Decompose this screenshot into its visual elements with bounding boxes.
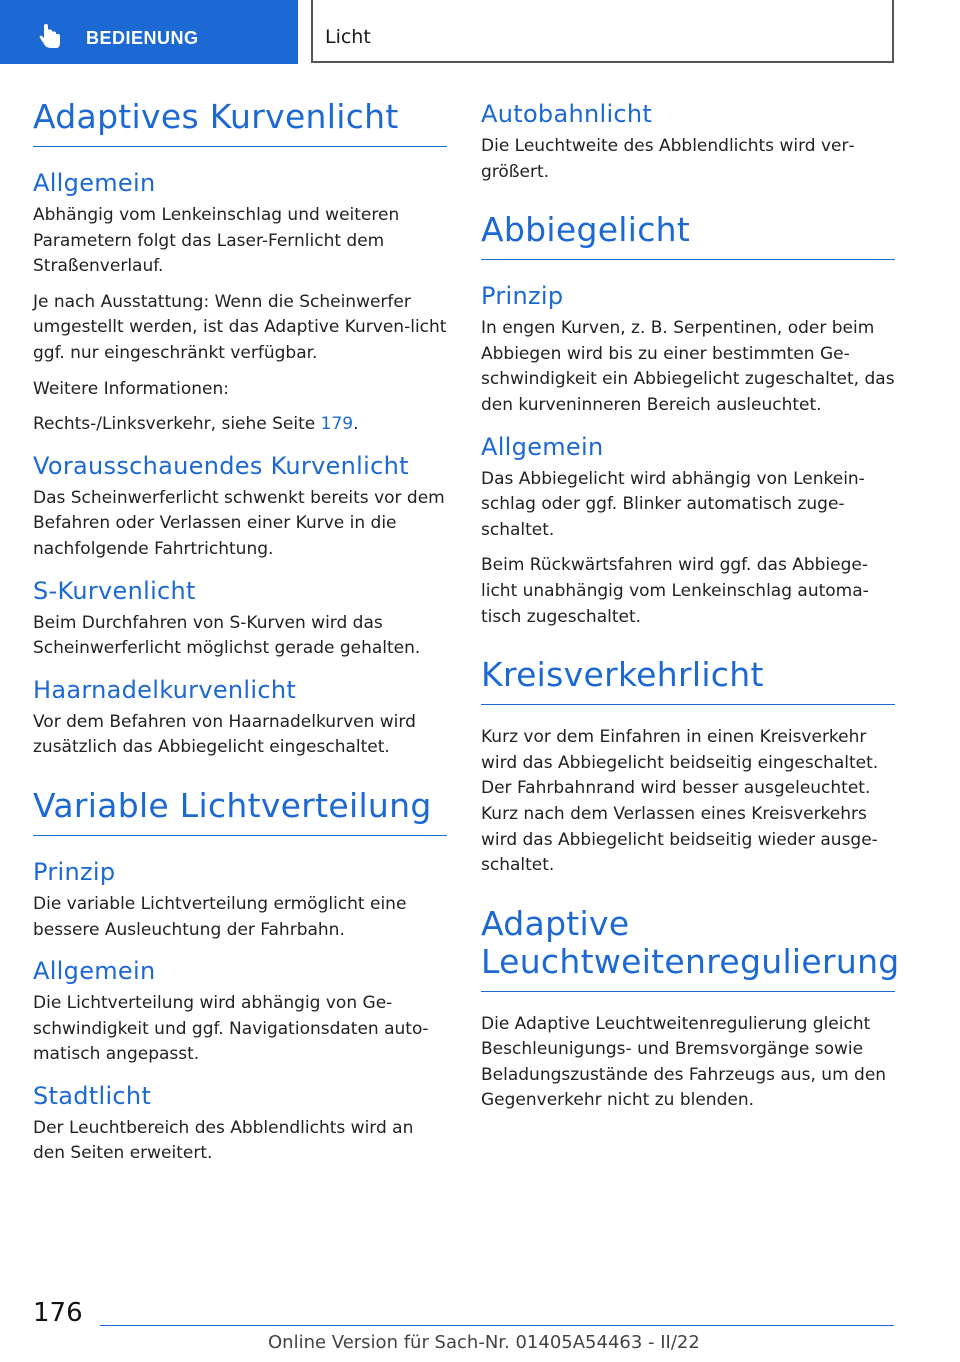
paragraph: Die Lichtverteilung wird abhängig von Ge‐schwindigkeit und ggf. Navigationsdaten auto‐matisch angepasst. [33, 993, 429, 1065]
section-allgemein-2 [33, 955, 447, 1068]
paragraph: Die Adaptive Leuchtweitenregulierung gleicht Beschleunigungs- und Bremsvorgänge sowie Beladungszustände des Fahrzeugs aus, um den Gegenverkehr nicht zu blenden. [481, 1013, 887, 1111]
paragraph: Weitere Informationen: [33, 378, 229, 399]
subheading-allgemein: Allgemein [33, 169, 156, 197]
section-autobahnlicht [481, 98, 895, 185]
section-prinzip [481, 280, 895, 418]
left-column [33, 98, 447, 1177]
section-allgemein [481, 431, 895, 631]
section-vorausschauend [33, 450, 447, 563]
heading-kreisverkehrlicht: Kreisverkehrlicht [481, 655, 764, 695]
paragraph: Das Scheinwerferlicht schwenkt bereits vor dem Befahren oder Verlassen einer Kurve in die nachfolgende Fahrtrichtung. [33, 487, 445, 559]
subheading-autobahnlicht: Autobahnlicht [481, 100, 653, 128]
heading-rule [481, 991, 895, 992]
footer-rule [100, 1325, 894, 1326]
crossref-text: Rechts-/Linksverkehr, siehe Seite [33, 414, 321, 435]
heading-adaptives-kurvenlicht: Adaptives Kurvenlicht [33, 97, 399, 136]
heading-abbiegelicht: Abbiegelicht [481, 210, 691, 250]
heading-rule [33, 835, 447, 836]
header-tab-label: BEDIENUNG [86, 28, 199, 48]
header-section-box [311, 0, 894, 63]
page-link-179[interactable]: 179 [320, 414, 354, 435]
heading-adaptive-leuchtweitenregulierung: Adaptive Leuchtweitenregulierung [481, 903, 900, 981]
subheading-allgemein: Allgemein [33, 957, 156, 986]
paragraph: Beim Rückwärtsfahren wird ggf. das Abbiege‐licht unabhängig vom Lenkeinschlag automa‐tisch zugeschaltet. [481, 555, 869, 627]
paragraph: Abhängig vom Lenkeinschlag und weiteren Parametern folgt das Laser-Fernlicht dem Straßenverlauf. [33, 205, 400, 277]
paragraph: Je nach Ausstattung: Wenn die Scheinwerfer umgestellt werden, ist das Adaptive Kurven‐licht ggf. nur eingeschränkt verfügbar. [33, 291, 447, 363]
footer-version-text: Online Version für Sach-Nr. 01405A54463 - II/22 [268, 1332, 700, 1353]
subheading-haarnadelkurvenlicht: Haarnadelkurvenlicht [33, 675, 297, 704]
heading-block-abbiegelicht [481, 211, 895, 260]
section-prinzip [33, 856, 447, 943]
paragraph-crossref [33, 412, 447, 438]
heading-rule [481, 704, 895, 705]
paragraph: Das Abbiegelicht wird abhängig von Lenkein‐schlag oder ggf. Blinker automatisch zuge‐schaltet. [481, 468, 865, 540]
section-haarnadel [33, 674, 447, 761]
crossref-end: . [353, 414, 359, 435]
paragraph: Die Leuchtweite des Abblendlichts wird ver‐größert. [481, 136, 855, 182]
subheading-stadtlicht: Stadtlicht [33, 1081, 152, 1110]
header-section-label: Licht [325, 26, 371, 48]
heading-block-variable [33, 787, 447, 836]
subheading-allgemein: Allgemein [481, 432, 604, 461]
subheading-vorausschauendes-kurvenlicht: Vorausschauendes Kurvenlicht [33, 451, 409, 480]
paragraph: Der Leuchtbereich des Abblendlichts wird an den Seiten erweitert. [33, 1117, 414, 1164]
section-s-kurvenlicht [33, 575, 447, 662]
hand-pointer-icon [36, 22, 66, 52]
heading-variable-lichtverteilung: Variable Lichtverteilung [33, 785, 432, 825]
paragraph: In engen Kurven, z. B. Serpentinen, oder beim Abbiegen wird bis zu einer bestimmten Ge‐schwindigkeit ein Abbiegelicht zugeschaltet, das den kurveninneren Bereich ausleuchtet. [481, 318, 895, 415]
subheading-prinzip: Prinzip [33, 857, 116, 886]
heading-rule [481, 259, 895, 260]
section-allgemein [33, 167, 447, 438]
heading-rule [33, 146, 447, 147]
heading-block-leuchtweitenregulierung [481, 903, 900, 992]
paragraph: Beim Durchfahren von S-Kurven wird das Scheinwerferlicht möglichst gerade gehalten. [33, 612, 421, 659]
header-section-tab [0, 0, 298, 64]
paragraph: Vor dem Befahren von Haarnadelkurven wird zusätzlich das Abbiegelicht eingeschaltet. [33, 711, 416, 758]
page-number: 176 [33, 1298, 83, 1328]
subheading-prinzip: Prinzip [481, 282, 564, 311]
section-stadtlicht [33, 1080, 447, 1167]
right-column [481, 98, 900, 1124]
subheading-s-kurvenlicht: S-Kurvenlicht [33, 576, 196, 605]
paragraph: Kurz vor dem Einfahren in einen Kreisverkehr wird das Abbiegelicht beidseitig eingeschaltet. Der Fahrbahnrand wird besser ausgeleuchtet. Kurz nach dem Verlassen eines Kreisverkehrs wird das Abbiegelicht beidseitig wieder ausge‐schaltet. [481, 727, 879, 876]
heading-block-kreisverkehrlicht [481, 656, 895, 705]
paragraph: Die variable Lichtverteilung ermöglicht eine bessere Ausleuchtung der Fahrbahn. [33, 893, 407, 940]
